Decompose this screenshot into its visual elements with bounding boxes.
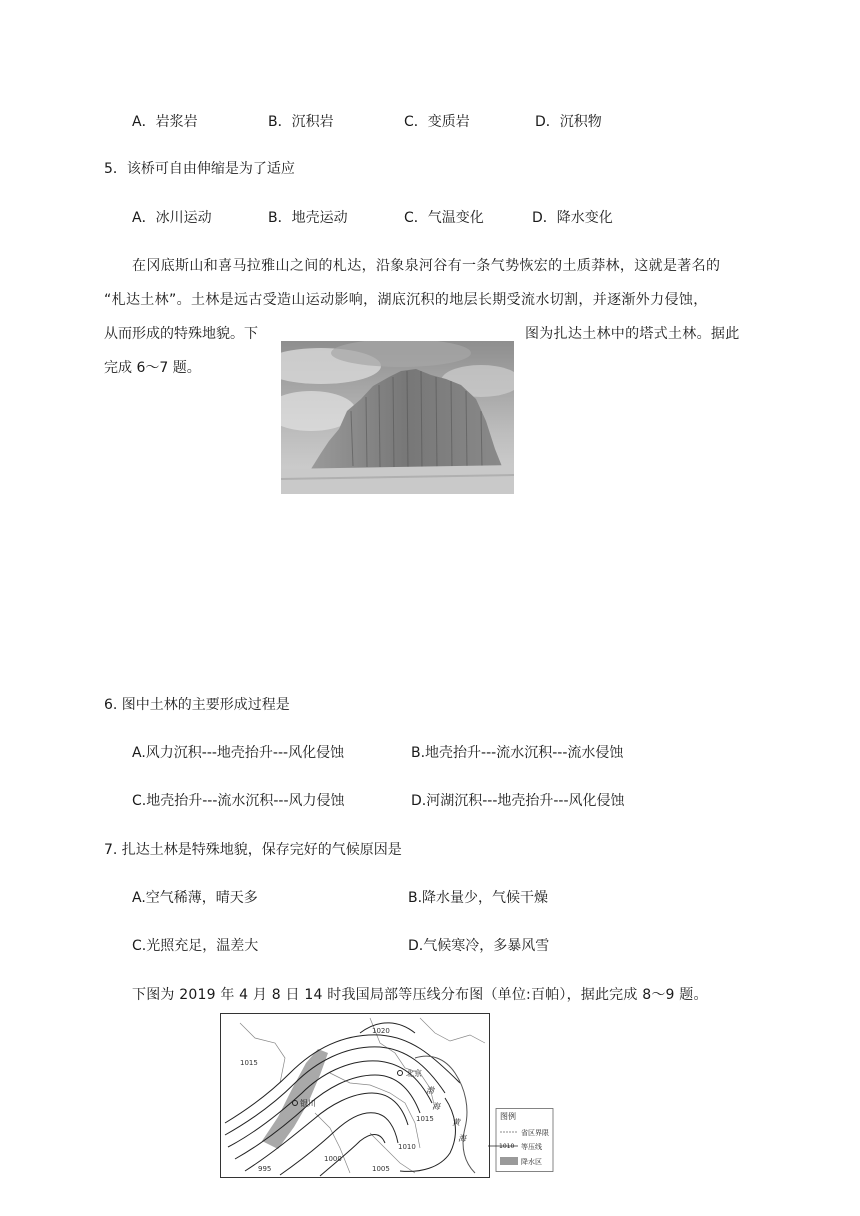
passage-line-3-right: 图为扎达土林中的塔式土林。据此 — [525, 326, 740, 342]
bohai-label-2: 海 — [432, 1102, 440, 1111]
isobar-label-1015-west: 1015 — [240, 1059, 258, 1067]
legend-isobar-sample: 1010 — [499, 1143, 515, 1150]
passage-line-1: 在冈底斯山和喜马拉雅山之间的札达，沿象泉河谷有一条气势恢宏的土质莽林，这就是著名的 — [132, 258, 721, 274]
map-legend — [484, 1108, 554, 1172]
passage-line-3-left: 从而形成的特殊地貌。下 — [104, 326, 258, 342]
q5-option-c: C．气温变化 — [404, 210, 484, 226]
legend-border: 省区界限 — [521, 1129, 549, 1137]
bohai-label-1: 渤 — [426, 1086, 434, 1095]
passage-line-4: 完成 6～7 题。 — [104, 360, 201, 376]
isobar-label-995: 995 — [258, 1165, 272, 1173]
isobar-map — [220, 1013, 490, 1178]
legend-isobar: 等压线 — [521, 1143, 542, 1151]
q5-option-b: B．地壳运动 — [268, 210, 348, 226]
q5-option-d: D．降水变化 — [532, 210, 613, 226]
q5-option-a: A．冰川运动 — [132, 210, 212, 226]
isobar-label-1015-east: 1015 — [416, 1115, 434, 1123]
q7-option-a: A.空气稀薄，晴天多 — [132, 890, 258, 906]
rain-area-swatch-icon — [500, 1157, 518, 1165]
q5-stem: 5．该桥可自由伸缩是为了适应 — [104, 161, 295, 177]
huanghai-label-2: 海 — [458, 1134, 466, 1143]
earth-forest-photo — [281, 341, 514, 494]
q4-option-c: C．变质岩 — [404, 114, 470, 130]
q6-option-c: C.地壳抬升---流水沉积---风力侵蚀 — [132, 793, 345, 809]
legend-rain: 降水区 — [521, 1158, 542, 1166]
q6-stem: 6. 图中土林的主要形成过程是 — [104, 697, 290, 713]
legend-title: 图例 — [500, 1112, 516, 1121]
q4-option-b: B．沉积岩 — [268, 114, 334, 130]
huanghai-label-1: 黄 — [452, 1118, 460, 1127]
q6-option-a: A.风力沉积---地壳抬升---风化侵蚀 — [132, 745, 345, 761]
q7-option-b: B.降水量少，气候干燥 — [408, 890, 549, 906]
yinchuan-label: 银川 — [300, 1099, 316, 1108]
q6-option-b: B.地壳抬升---流水沉积---流水侵蚀 — [411, 745, 624, 761]
passage-line-2: “札达土林”。土林是远古受造山运动影响，湖底沉积的地层长期受流水切割，并逐渐外力侵蚀， — [104, 292, 708, 308]
isobar-label-1005: 1005 — [372, 1165, 390, 1173]
q7-option-c: C.光照充足，温差大 — [132, 938, 259, 954]
isobar-label-1000: 1000 — [324, 1155, 342, 1163]
q4-option-d: D．沉积物 — [535, 114, 602, 130]
isobar-label-1020: 1020 — [372, 1027, 390, 1035]
isobar-label-1010: 1010 — [398, 1143, 416, 1151]
q7-option-d: D.气候寒冷，多暴风雪 — [408, 938, 550, 954]
q6-option-d: D.河湖沉积---地壳抬升---风化侵蚀 — [411, 793, 625, 809]
map-intro: 下图为 2019 年 4 月 8 日 14 时我国局部等压线分布图（单位:百帕），据此完成 8～9 题。 — [132, 987, 708, 1003]
q4-option-a: A．岩浆岩 — [132, 114, 198, 130]
beijing-label: 北京 — [406, 1069, 422, 1078]
q7-stem: 7. 扎达土林是特殊地貌，保存完好的气候原因是 — [104, 842, 402, 858]
